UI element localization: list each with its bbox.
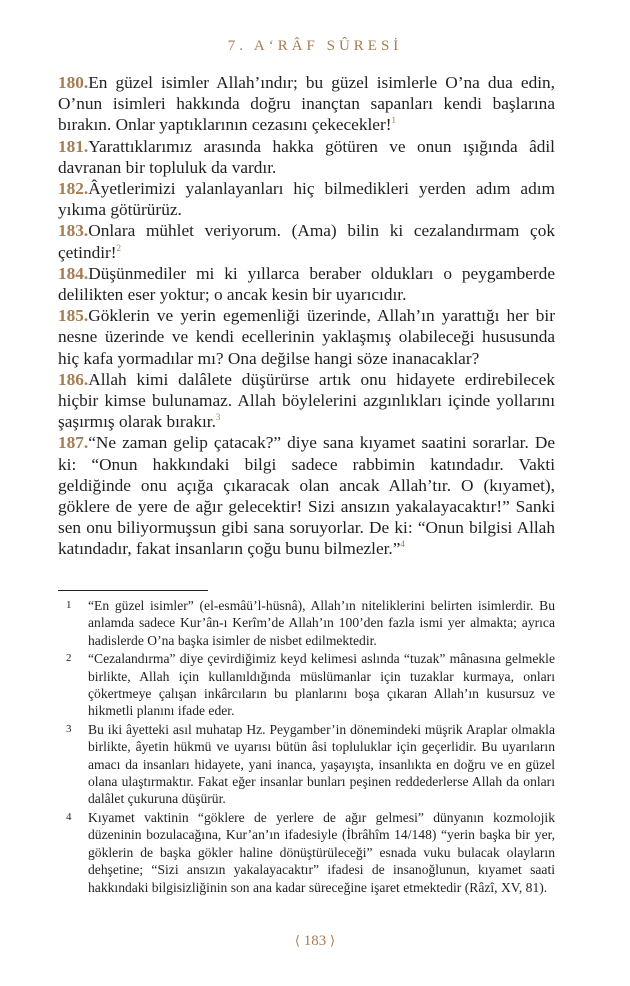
footnote-text: “Cezalandırma” diye çevirdiğimiz keyd kelimesi aslında “tuzak” mânasına gelmekle birlikte, Allah için kullanıldığında müslümanlar için tuzaklar kurmaya, onları çökertmeye çalışan inkârcıların bu planlarını boşa çıkaran Allah’ın kusursuz ve hikmetli planını ifade eder.	[88, 651, 555, 719]
verse-181	[58, 136, 555, 178]
verse-number: 187.	[58, 433, 89, 453]
verse-184	[58, 263, 555, 305]
footnote-ref[interactable]: 4	[400, 539, 405, 550]
footnote-number: 2	[66, 652, 72, 665]
ornament-right-icon: ⟩	[330, 933, 336, 948]
verse-text: Onlara mühlet veriyorum. (Ama) bilin ki cezalandırmam çok çetindir!	[58, 221, 555, 262]
footnote-list	[58, 597, 555, 897]
verse-186	[58, 369, 555, 433]
verse-text: Göklerin ve yerin egemenliği üzerinde, Allah’ın yarattığı her bir nesne üzerinde ve kendi ecellerinin yaklaşmış olabileceği hususunda hiç kafa yormadılar mı? Ona değilse hangi söze inanacaklar?	[58, 306, 555, 368]
verse-number: 184.	[58, 263, 89, 283]
footnote-ref[interactable]: 2	[116, 242, 122, 253]
verse-number: 186.	[58, 369, 89, 389]
verse-text: Yarattıklarımız arasında hakka götüren ve onun ışığında âdil davranan bir topluluk da vardır.	[58, 136, 555, 177]
footnote-1	[58, 597, 555, 649]
footnote-ref[interactable]: 3	[215, 412, 221, 423]
verse-number: 183.	[58, 221, 89, 241]
verse-number: 180.	[58, 73, 89, 92]
verse-185	[58, 305, 555, 369]
footnote-2	[58, 650, 555, 720]
verse-text: En güzel isimler Allah’ındır; bu güzel isimlerle O’na dua edin, O’nun isimleri hakkında doğru inançtan sapanları kendi başlarına bırakın. Onlar yaptıklarının cezasını çekecekler!	[58, 73, 555, 135]
verse-187	[58, 432, 555, 559]
footnote-ref[interactable]: 1	[391, 115, 396, 126]
footnote-number: 1	[66, 599, 72, 611]
footnote-text: Bu iki âyetteki asıl muhatap Hz. Peygamber’in dönemindeki müşrik Araplar olmakla birlikte, âyetin hükmü ve uyarısı bütün âsi topluluklar için geçerlidir. Bu uyarıların amacı da insanları hidayete, yani inanca, yaşayışta, insanlıkta en doğru ve en güzel olana ulaştırmaktır. Fakat eğer insanlar bunları peşinen reddederlerse Allah da onları dalâlet çukuruna düşürür.	[88, 721, 555, 807]
footnote-text: Kıyamet vaktinin “göklere de yerlere de ağır gelmesi” dünyanın kozmolojik düzeninin bozulacağına, Kur’an’ın ifadesiyle (İbrâhîm 14/148) “yerin başka bir yer, göklerin de başka gökler haline dönüştürüleceği” esnada vuku bulacak olayların dehşetine; “Sizi ansızın yakalayacaktır” ifadesi de insanoğlunun, kıyamet saati hakkındaki bilgisizliğinin son ana kadar süreceğine işaret etmektedir (Râzî, XV, 81).	[88, 809, 555, 895]
verse-number: 181.	[58, 136, 89, 156]
footnote-4	[58, 809, 555, 896]
running-title: 7. A‘RÂF SÛRESİ	[227, 38, 403, 54]
footnote-number: 4	[66, 810, 72, 823]
verse-list	[58, 72, 555, 560]
verse-text: Âyetlerimizi yalanlayanları hiç bilmedikleri yerden adım adım yıkıma götürürüz.	[58, 179, 555, 220]
verse-number: 185.	[58, 306, 89, 326]
verse-182	[58, 178, 555, 220]
verse-183	[58, 220, 555, 262]
verse-text: Düşünmediler mi ki yıllarca beraber oldukları o peygamberde delilikten eser yoktur; o ancak kesin bir uyarıcıdır.	[58, 263, 555, 305]
verse-180	[58, 72, 555, 136]
footnote-text: “En güzel isimler” (el-esmâü’l-hüsnâ), Allah’ın niteliklerini belirten isimlerdir. Bu anlamda sadece Kur’ân-ı Kerîm’de Allah’ın 100’den fazla ismi yer almakta; ayrıca hadislerde O’na başka isimler de nisbet edilmektedir.	[88, 598, 555, 648]
page-number	[0, 933, 630, 950]
ornament-left-icon: ⟨	[294, 933, 300, 948]
verse-text: Allah kimi dalâlete düşürürse artık onu hidayete erdirebilecek hiçbir kimse bulunamaz. Allah böylelerini azgınlıkları içinde yollarını şaşırmış olarak bırakır.	[58, 369, 555, 432]
footnote-3	[58, 721, 555, 808]
verse-number: 182.	[58, 179, 89, 199]
footnote-number: 3	[66, 722, 72, 735]
footnote-divider	[58, 590, 208, 591]
verse-text: “Ne zaman gelip çatacak?” diye sana kıyamet saatini sorarlar. De ki: “Onun hakkındaki bilgi sadece rabbimin katındadır. Vakti geldiğinde onu açığa çıkaracak olan ancak Allah’tır. O (kıyamet), göklere de yere de ağır gelecektir! Sizi ansızın yakalayacaktır!” Sanki sen onu biliyormuşsun gibi sana soruyorlar. De ki: “Onun bilgisi Allah katındadır, fakat insanların çoğu bunu bilmezler.”	[58, 433, 555, 559]
page-number-value: 183	[303, 933, 327, 949]
